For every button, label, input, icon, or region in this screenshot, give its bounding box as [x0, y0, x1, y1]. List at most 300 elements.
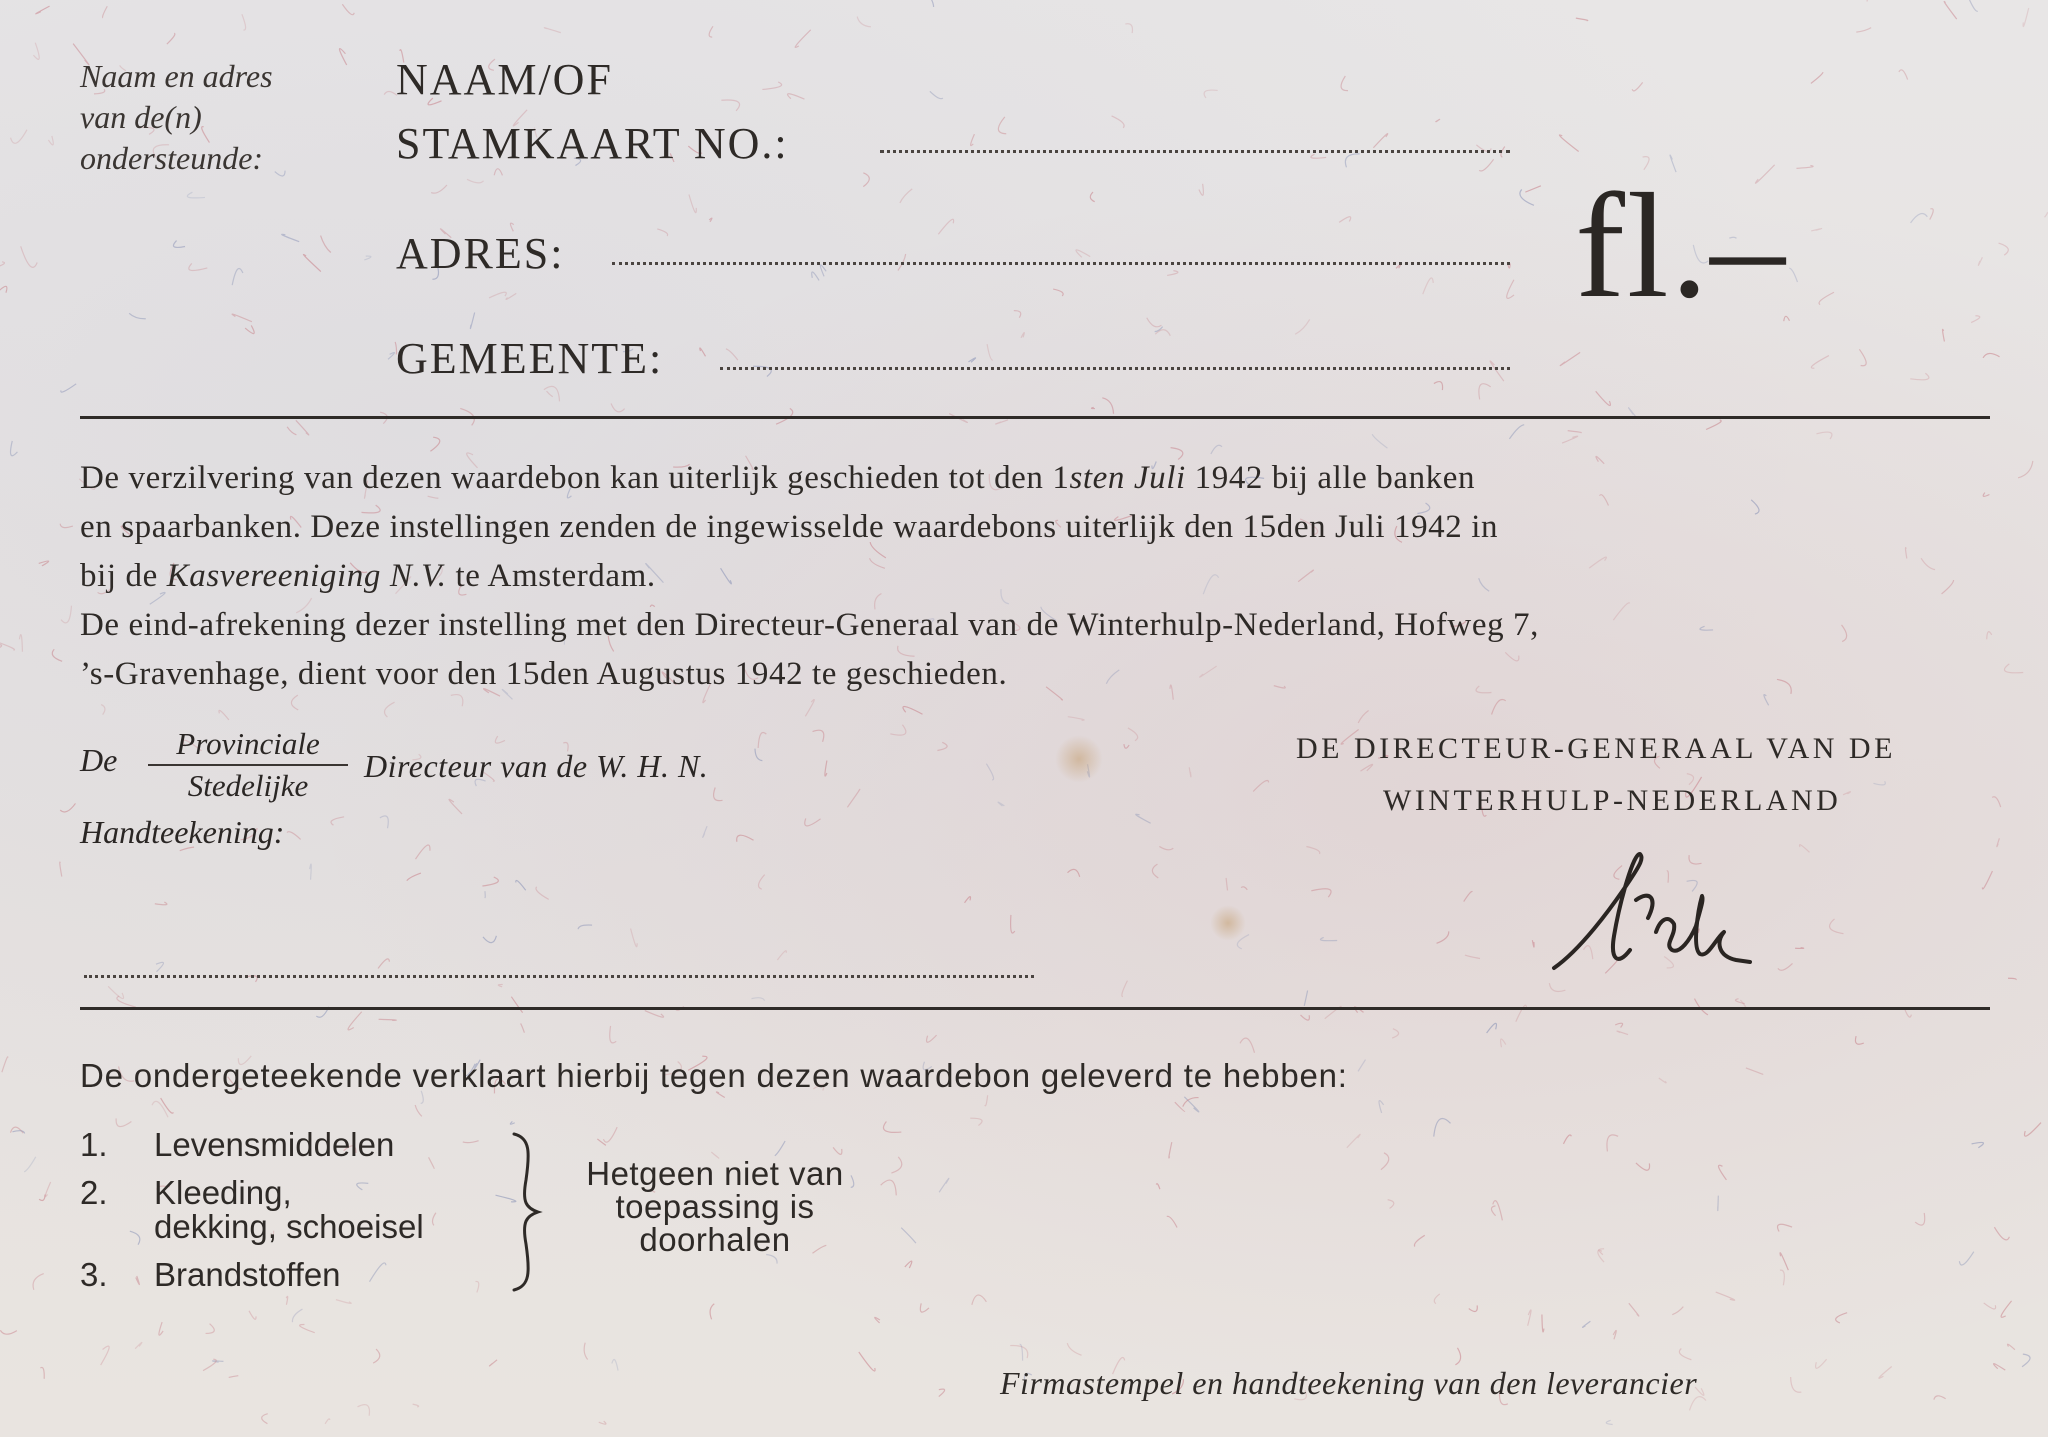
paper-fiber	[1613, 1331, 1616, 1340]
paper-fiber	[1189, 767, 1191, 776]
paper-fiber	[657, 229, 667, 236]
paper-fiber	[1816, 1359, 1827, 1368]
paper-fiber	[61, 606, 71, 623]
paper-fiber	[930, 91, 943, 98]
paper-fiber	[2024, 1123, 2041, 1137]
paper-fiber	[998, 117, 1006, 134]
paper-fiber	[1615, 1023, 1622, 1027]
fraction-bottom: Stedelijke	[187, 768, 309, 803]
paper-fiber	[1632, 82, 1642, 91]
paper-fiber	[968, 358, 975, 362]
director-signature	[1540, 840, 1760, 980]
paper-fiber	[1423, 278, 1433, 294]
paper-fiber	[1469, 1305, 1478, 1311]
paper-fiber	[1568, 431, 1582, 433]
paper-fiber	[1994, 1227, 2009, 1240]
paper-fiber	[0, 262, 4, 270]
paper-fiber	[1859, 349, 1866, 365]
side-label-line: ondersteunde:	[80, 140, 264, 176]
signature-field[interactable]	[84, 975, 1034, 978]
fraction-bar	[148, 764, 348, 766]
terms-line: ’s-Gravenhage, dient voor den 15den Augustus 1942 te geschieden.	[80, 656, 1008, 692]
paper-fiber	[242, 14, 246, 30]
paper-fiber	[1994, 1364, 2006, 1370]
paper-fiber	[1982, 871, 1992, 889]
paper-fiber	[788, 94, 805, 99]
paper-fiber	[310, 864, 312, 880]
paper-fiber	[700, 348, 706, 356]
paper-fiber	[495, 736, 505, 743]
paper-fiber	[1509, 425, 1524, 439]
paper-fiber	[101, 1346, 110, 1365]
paper-stain	[1055, 735, 1103, 783]
paper-fiber	[603, 1127, 617, 1142]
paper-fiber	[611, 403, 625, 411]
paper-fiber	[1501, 1039, 1506, 1047]
paper-fiber	[1507, 280, 1514, 299]
paper-fiber	[762, 82, 781, 89]
paper-fiber	[1147, 318, 1162, 327]
paper-fiber	[1811, 72, 1823, 83]
paper-fiber	[1021, 333, 1024, 338]
paper-fiber	[506, 293, 516, 299]
paper-fiber	[1778, 1224, 1793, 1231]
paper-fiber	[275, 171, 285, 176]
paper-fiber	[1811, 229, 1821, 231]
paper-fiber	[1184, 1097, 1199, 1112]
paper-fiber	[24, 1157, 36, 1172]
paper-fiber	[926, 0, 934, 7]
paper-fiber	[449, 799, 462, 814]
paper-fiber	[358, 1405, 370, 1416]
paper-fiber	[1372, 434, 1387, 448]
paper-fiber	[1532, 940, 1534, 947]
terms-line: en spaarbanken. Deze instellingen zenden de ingewisselde waardebons uiterlijk den 15den Juli 1942 in	[80, 509, 1499, 545]
paper-fiber	[11, 441, 18, 456]
paper-fiber	[384, 92, 397, 96]
paper-fiber	[1706, 420, 1721, 429]
paper-fiber	[759, 875, 765, 890]
paper-fiber	[1520, 189, 1534, 205]
paper-fiber	[135, 1342, 142, 1348]
paper-fiber	[1873, 781, 1885, 785]
paper-fiber	[1811, 356, 1829, 369]
paper-fiber	[2004, 664, 2023, 673]
paper-fiber	[1392, 1029, 1398, 1038]
paper-fiber	[429, 1157, 435, 1168]
paper-fiber	[1125, 24, 1132, 33]
paper-fiber	[1718, 1196, 1719, 1211]
paper-fiber	[1528, 1310, 1531, 1326]
paper-fiber	[494, 169, 502, 176]
paper-fiber	[203, 1359, 216, 1370]
paper-fiber	[2008, 978, 2016, 980]
terms-line: De eind-afrekening dezer instelling met den Directeur-Generaal van de Winterhulp-Nederland, Hofweg 7,	[80, 607, 1539, 643]
paper-fiber	[498, 984, 502, 986]
paper-fiber	[863, 173, 869, 187]
paper-fiber	[1068, 717, 1084, 721]
paper-fiber	[1167, 271, 1178, 276]
paper-fiber	[336, 1300, 351, 1304]
paper-fiber	[1830, 919, 1844, 934]
provinciale-stedelijke-fraction	[148, 726, 348, 804]
paper-fiber	[1241, 887, 1247, 890]
fraction-top: Provinciale	[176, 726, 320, 761]
paper-fiber	[173, 241, 185, 248]
paper-fiber	[321, 236, 331, 253]
paper-fiber	[300, 1324, 315, 1332]
paper-fiber	[1379, 1101, 1384, 1113]
paper-fiber	[1679, 1348, 1691, 1359]
paper-fiber	[939, 1178, 949, 1192]
paper-fiber	[1183, 1098, 1199, 1107]
paper-fiber	[1090, 192, 1094, 202]
paper-fiber	[1465, 955, 1480, 959]
director-general-line: DE DIRECTEUR-GENERAAL VAN DE	[1296, 732, 1896, 765]
paper-fiber	[1856, 28, 1871, 32]
paper-fiber	[48, 136, 53, 145]
stamkaart-field[interactable]	[880, 150, 1510, 153]
paper-fiber	[2008, 1344, 2015, 1349]
paper-fiber	[820, 265, 826, 276]
paper-fiber	[883, 1122, 901, 1133]
handteekening-label: Handteekening:	[80, 814, 285, 850]
paper-fiber	[249, 1311, 256, 1319]
paper-fiber	[0, 645, 2, 648]
paper-fiber	[737, 835, 754, 842]
paper-fiber	[901, 1228, 916, 1243]
paper-fiber	[1911, 213, 1928, 222]
paper-fiber	[847, 789, 859, 807]
paper-fiber	[1434, 382, 1443, 391]
paper-fiber	[1944, 2, 1957, 20]
paper-fiber	[33, 1274, 44, 1290]
directeur-whn-label: Directeur van de W. H. N.	[364, 748, 709, 784]
goods-item-number: 2.	[80, 1174, 108, 1211]
paper-fiber	[920, 1303, 929, 1312]
paper-fiber	[996, 420, 1008, 424]
paper-fiber	[388, 353, 394, 360]
de-label: De	[80, 742, 118, 778]
paper-fiber	[1542, 1315, 1544, 1332]
paper-fiber	[970, 1118, 982, 1125]
paper-fiber	[1434, 1294, 1439, 1304]
paper-fiber	[578, 925, 592, 929]
paper-fiber	[881, 1180, 897, 1195]
paper-fiber	[1240, 1038, 1254, 1053]
paper-fiber	[0, 642, 14, 650]
adres-label: ADRES:	[396, 229, 565, 278]
paper-fiber	[859, 1352, 875, 1371]
paper-fiber	[432, 1213, 435, 1226]
paper-fiber	[378, 959, 389, 969]
paper-fiber	[1479, 159, 1493, 171]
paper-fiber	[689, 195, 696, 213]
paper-fiber	[939, 1389, 945, 1396]
paper-fiber	[971, 134, 975, 145]
paper-fiber	[1199, 184, 1203, 195]
paper-fiber	[1067, 1343, 1081, 1355]
paper-fiber	[714, 787, 723, 800]
paper-fiber	[229, 1376, 239, 1378]
paper-fiber	[544, 386, 560, 401]
paper-fiber	[1492, 700, 1506, 715]
paper-fiber	[890, 725, 906, 735]
paper-fiber	[547, 391, 553, 397]
paper-fiber	[1010, 1345, 1028, 1358]
paper-fiber	[262, 1414, 268, 1424]
paper-fiber	[463, 1141, 479, 1143]
paper-fiber	[825, 761, 827, 776]
paper-fiber	[161, 1098, 174, 1113]
paper-fiber	[599, 1421, 606, 1424]
paper-fiber	[331, 817, 344, 825]
paper-fiber	[108, 986, 123, 998]
paper-fiber	[282, 234, 299, 241]
paper-fiber	[1746, 1068, 1763, 1074]
paper-fiber	[1560, 352, 1580, 365]
paper-fiber	[103, 6, 108, 18]
paper-fiber	[1053, 289, 1063, 296]
paper-fiber	[415, 845, 429, 859]
paper-fiber	[972, 1295, 987, 1305]
paper-fiber	[1836, 1313, 1847, 1323]
paper-fiber	[12, 1131, 24, 1134]
paper-fiber	[1971, 316, 1980, 323]
paper-fiber	[40, 1367, 44, 1378]
paper-fiber	[998, 802, 1004, 806]
paper-fiber	[891, 1157, 901, 1173]
terms-paragraph	[80, 454, 1992, 699]
paper-fiber	[1124, 744, 1129, 748]
paper-fiber	[339, 49, 346, 65]
paper-fiber	[1795, 948, 1804, 949]
paper-fiber	[0, 1330, 16, 1334]
paper-fiber	[467, 179, 484, 183]
paper-fiber	[287, 832, 301, 840]
paper-fiber	[60, 862, 62, 876]
paper-fiber	[475, 1281, 478, 1292]
paper-fiber	[612, 1359, 618, 1370]
paper-fiber	[1672, 1307, 1683, 1315]
paper-fiber	[1396, 264, 1400, 268]
paper-fiber	[1253, 780, 1268, 791]
paper-fiber	[1972, 1142, 1984, 1147]
paper-fiber	[155, 902, 167, 905]
paper-fiber	[903, 707, 923, 715]
paper-fiber	[33, 43, 39, 60]
paper-fiber	[52, 649, 62, 661]
gemeente-field[interactable]	[720, 367, 1510, 370]
paper-fiber	[1843, 792, 1850, 795]
paper-fiber	[1816, 432, 1831, 439]
paper-fiber	[152, 1101, 168, 1117]
paper-fiber	[1718, 1165, 1726, 1180]
paper-fiber	[511, 997, 522, 1013]
paper-fiber	[645, 1011, 664, 1018]
paper-fiber	[1599, 1250, 1603, 1255]
paper-fiber	[1978, 257, 1982, 265]
terms-line-text: De verzilvering van dezen waardebon kan uiterlijk geschieden tot den 1sten Juli 1942 bij alle banken	[80, 460, 1476, 496]
paper-fiber	[39, 561, 49, 566]
paper-fiber	[1629, 1303, 1639, 1316]
paper-fiber	[1992, 797, 2001, 807]
paper-fiber	[117, 996, 136, 1007]
paper-fiber	[1899, 70, 1908, 80]
paper-fiber	[1014, 311, 1021, 318]
paper-fiber	[758, 732, 766, 748]
paper-fiber	[489, 1360, 497, 1366]
terms-line	[80, 454, 1992, 503]
goods-item	[80, 1176, 424, 1244]
paper-fiber	[1464, 891, 1473, 901]
paper-fiber	[795, 30, 811, 48]
note-line: toepassing is	[615, 1188, 815, 1225]
paper-fiber	[900, 189, 912, 203]
paper-fiber	[116, 1118, 131, 1126]
paper-fiber	[407, 873, 421, 881]
curly-brace-icon	[506, 1130, 546, 1295]
paper-fiber	[0, 286, 7, 292]
divider	[80, 416, 1990, 419]
paper-fiber	[296, 420, 309, 435]
paper-fiber	[36, 6, 50, 14]
paper-fiber	[219, 710, 229, 720]
paper-fiber	[987, 344, 993, 360]
adres-field[interactable]	[612, 262, 1510, 265]
paper-fiber	[1091, 407, 1094, 408]
paper-fiber	[1175, 1102, 1185, 1111]
paper-fiber	[1778, 963, 1793, 970]
paper-fiber	[1112, 116, 1125, 128]
paper-fiber	[905, 1261, 912, 1268]
paper-fiber	[1347, 1134, 1360, 1147]
paper-fiber	[1562, 436, 1578, 443]
paper-fiber	[1373, 134, 1387, 148]
paper-fiber	[325, 1419, 330, 1424]
goods-item-label: Levensmiddelen	[154, 1126, 395, 1163]
paper-fiber	[1358, 710, 1368, 723]
paper-fiber	[813, 730, 824, 742]
paper-fiber	[2023, 8, 2029, 27]
paper-fiber	[189, 263, 207, 270]
paper-fiber	[156, 962, 163, 971]
supplier-signature-label: Firmastempel en handteekening van den leverancier	[1000, 1365, 1698, 1401]
goods-item-number: 1.	[80, 1126, 108, 1163]
goods-item	[80, 1128, 424, 1162]
paper-fiber	[709, 218, 712, 222]
paper-fiber	[1799, 845, 1809, 853]
paper-fiber	[1943, 329, 1945, 341]
paper-fiber	[1659, 1078, 1666, 1083]
paper-fiber	[19, 635, 22, 652]
paper-fiber	[1479, 384, 1491, 400]
paper-fiber	[2045, 212, 2048, 217]
paper-fiber	[777, 951, 786, 960]
goods-item-label: Kleeding, dekking, schoeisel	[154, 1174, 424, 1245]
goods-list	[80, 1128, 424, 1292]
paper-fiber	[1915, 1213, 1925, 1225]
paper-fiber	[2018, 461, 2033, 478]
paper-fiber	[373, 1349, 380, 1363]
paper-fiber	[430, 437, 439, 451]
paper-fiber	[1576, 18, 1588, 20]
paper-fiber	[2001, 1301, 2011, 1317]
paper-fiber	[1583, 1321, 1591, 1327]
paper-fiber	[60, 524, 73, 528]
paper-fiber	[1493, 1201, 1503, 1221]
note-line: Hetgeen niet van	[586, 1155, 844, 1192]
paper-fiber	[245, 325, 254, 333]
paper-fiber	[938, 219, 953, 234]
paper-fiber	[1067, 869, 1079, 876]
paper-fiber	[584, 1343, 587, 1360]
paper-fiber	[232, 314, 252, 322]
paper-fiber	[2, 1057, 8, 1072]
goods-item	[80, 1258, 424, 1292]
paper-fiber	[187, 192, 205, 198]
paper-fiber	[726, 349, 738, 360]
paper-fiber	[21, 246, 38, 267]
paper-stain	[1210, 905, 1246, 941]
paper-fiber	[937, 742, 947, 750]
paper-fiber	[1959, 1252, 1973, 1265]
paper-fiber	[287, 427, 296, 435]
paper-fiber	[206, 1324, 215, 1334]
paper-fiber	[812, 272, 819, 280]
director-general-line: WINTERHULP-NEDERLAND	[1383, 784, 1842, 817]
paper-fiber	[1983, 353, 1999, 357]
paper-fiber	[1311, 154, 1326, 158]
paper-fiber	[1789, 268, 1797, 282]
paper-fiber	[775, 1141, 785, 1156]
paper-fiber	[1155, 330, 1170, 336]
paper-fiber	[1559, 135, 1578, 152]
paper-fiber	[1414, 1235, 1424, 1246]
paper-fiber	[1020, 1344, 1023, 1360]
paper-fiber	[1487, 1023, 1497, 1033]
paper-fiber	[1617, 1031, 1628, 1035]
paper-fiber	[60, 803, 75, 812]
paper-fiber	[709, 26, 713, 37]
paper-fiber	[489, 292, 506, 298]
paper-fiber	[1434, 1118, 1451, 1136]
paper-fiber	[510, 1121, 514, 1124]
paper-fiber	[1455, 1348, 1460, 1365]
paper-fiber	[1301, 1015, 1310, 1020]
paper-fiber	[348, 1012, 362, 1030]
paper-fiber	[1930, 209, 1933, 220]
paper-fiber	[286, 1296, 287, 1304]
paper-fiber	[1490, 361, 1504, 381]
paper-fiber	[1128, 728, 1138, 741]
paper-fiber	[129, 313, 146, 318]
paper-fiber	[1867, 0, 1868, 1]
paper-fiber	[415, 1105, 422, 1116]
paper-fiber	[1204, 90, 1218, 98]
paper-fiber	[805, 700, 814, 717]
paper-fiber	[1311, 889, 1331, 897]
paper-fiber	[751, 998, 764, 1001]
paper-fiber	[1796, 165, 1813, 168]
note-line: doorhalen	[639, 1221, 791, 1258]
paper-fiber	[1905, 1009, 1912, 1017]
paper-fiber	[413, 1404, 419, 1407]
paper-fiber	[536, 887, 549, 900]
paper-fiber	[1984, 1303, 1996, 1309]
goods-item-label: Brandstoffen	[154, 1256, 341, 1293]
paper-fiber	[384, 702, 394, 717]
